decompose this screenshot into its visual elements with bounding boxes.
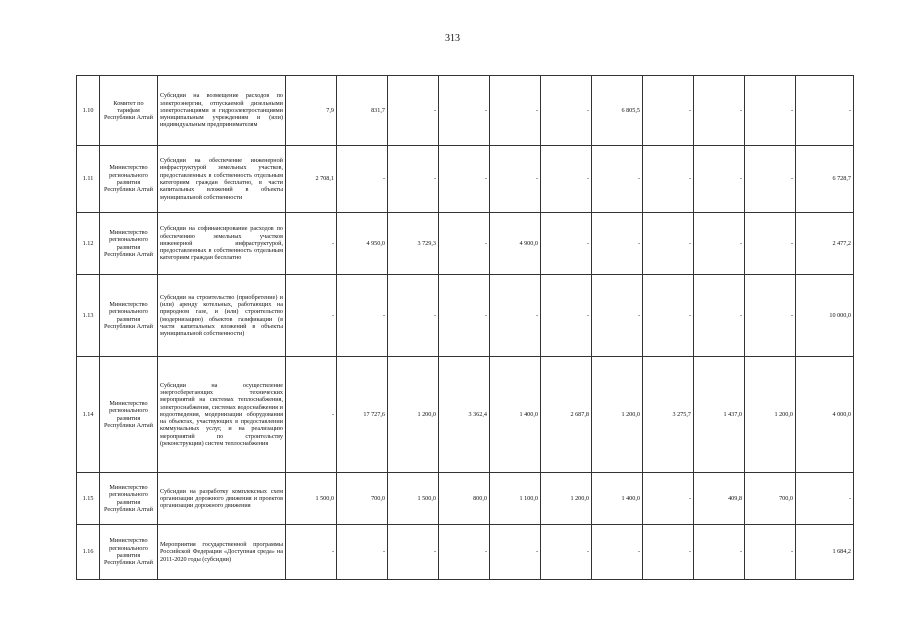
- value-cell: 2 708,1: [286, 146, 337, 213]
- value-cell: -: [286, 275, 337, 357]
- row-description: Мероприятия государственной программы Российской Федерации «Доступная среда» на 2011-2020 годы (субсидии): [158, 525, 286, 580]
- table-row: [77, 275, 854, 357]
- table-row: [77, 525, 854, 580]
- row-index: 1.14: [77, 357, 100, 473]
- value-cell: -: [745, 525, 796, 580]
- value-cell: 1 684,2: [796, 525, 854, 580]
- value-cell: -: [337, 275, 388, 357]
- value-cell: -: [541, 275, 592, 357]
- value-cell: 17 727,6: [337, 357, 388, 473]
- value-cell: -: [643, 275, 694, 357]
- value-cell: 4 950,0: [337, 213, 388, 275]
- value-cell: 1 500,0: [388, 473, 439, 525]
- row-organization: Министерство регионального развития Республики Алтай: [100, 473, 158, 525]
- value-cell: 409,8: [694, 473, 745, 525]
- value-cell: -: [286, 357, 337, 473]
- row-description: Субсидии на разработку комплексных схем организации дорожного движения и проектов организации дорожного движения: [158, 473, 286, 525]
- value-cell: -: [439, 76, 490, 146]
- value-cell: -: [286, 213, 337, 275]
- value-cell: -: [694, 525, 745, 580]
- value-cell: -: [694, 146, 745, 213]
- value-cell: -: [439, 213, 490, 275]
- value-cell: 10 000,0: [796, 275, 854, 357]
- value-cell: -: [643, 525, 694, 580]
- table-row: [77, 76, 854, 146]
- value-cell: -: [541, 146, 592, 213]
- row-organization: Комитет по тарифам Республики Алтай: [100, 76, 158, 146]
- value-cell: 1 200,0: [541, 473, 592, 525]
- value-cell: -: [643, 146, 694, 213]
- value-cell: 1 400,0: [592, 473, 643, 525]
- value-cell: -: [694, 76, 745, 146]
- row-organization: Министерство регионального развития Республики Алтай: [100, 146, 158, 213]
- row-index: 1.10: [77, 76, 100, 146]
- value-cell: 1 200,0: [388, 357, 439, 473]
- value-cell: -: [490, 146, 541, 213]
- value-cell: -: [490, 525, 541, 580]
- table-row: [77, 473, 854, 525]
- value-cell: -: [694, 213, 745, 275]
- value-cell: -: [388, 146, 439, 213]
- row-description: Субсидии на строительство (приобретение) и (или) аренду котельных, работающих на природном газе, и (или) строительство (модернизацию) объектов газификации (в части капитальных вложений в объекты муниципальной собственности): [158, 275, 286, 357]
- table-row: [77, 213, 854, 275]
- value-cell: -: [745, 275, 796, 357]
- row-organization: Министерство регионального развития Республики Алтай: [100, 357, 158, 473]
- table-row: [77, 357, 854, 473]
- subsidy-table: [76, 75, 854, 580]
- value-cell: -: [745, 146, 796, 213]
- value-cell: -: [337, 525, 388, 580]
- page-number: 313: [445, 33, 460, 44]
- value-cell: -: [745, 213, 796, 275]
- value-cell: 7,9: [286, 76, 337, 146]
- value-cell: 4 000,0: [796, 357, 854, 473]
- row-description: Субсидии на осуществление энергосберегающих технических мероприятий на системах теплоснабжения, электроснабжения, системах водоснабжения и водоотведения, модернизации оборудования на объектах, участвующих в предоставлении коммунальных услуг, и на реализацию мероприятий по строительству (реконструкции) систем теплоснабжения: [158, 357, 286, 473]
- value-cell: 1 400,0: [490, 357, 541, 473]
- row-organization: Министерство регионального развития Республики Алтай: [100, 213, 158, 275]
- value-cell: -: [388, 525, 439, 580]
- value-cell: 6 805,5: [592, 76, 643, 146]
- value-cell: 4 900,0: [490, 213, 541, 275]
- value-cell: 700,0: [337, 473, 388, 525]
- row-organization: Министерство регионального развития Республики Алтай: [100, 525, 158, 580]
- value-cell: -: [643, 76, 694, 146]
- value-cell: 700,0: [745, 473, 796, 525]
- value-cell: 3 275,7: [643, 357, 694, 473]
- value-cell: -: [337, 146, 388, 213]
- row-index: 1.16: [77, 525, 100, 580]
- value-cell: -: [592, 525, 643, 580]
- value-cell: 1 500,0: [286, 473, 337, 525]
- row-description: Субсидии на возмещение расходов по электроэнергии, отпускаемой дизельными электростанциями и гидроэлектростанциями муниципальным учреждениям и (или) индивидуальным предпринимателям: [158, 76, 286, 146]
- row-description: Субсидии на софинансирование расходов по обеспечению земельных участков инженерной инфраструктурой, предоставленных в собственность отдельным категориям граждан бесплатно: [158, 213, 286, 275]
- value-cell: 1 437,0: [694, 357, 745, 473]
- value-cell: -: [745, 76, 796, 146]
- value-cell: 2 477,2: [796, 213, 854, 275]
- value-cell: 1 200,0: [592, 357, 643, 473]
- value-cell: -: [694, 275, 745, 357]
- value-cell: -: [439, 275, 490, 357]
- value-cell: -: [796, 76, 854, 146]
- value-cell: -: [796, 473, 854, 525]
- row-index: 1.12: [77, 213, 100, 275]
- table-body: [77, 76, 854, 580]
- table-row: [77, 146, 854, 213]
- value-cell: 3 362,4: [439, 357, 490, 473]
- value-cell: -: [490, 76, 541, 146]
- row-organization: Министерство регионального развития Республики Алтай: [100, 275, 158, 357]
- row-index: 1.13: [77, 275, 100, 357]
- value-cell: 3 729,3: [388, 213, 439, 275]
- row-description: Субсидии на обеспечение инженерной инфраструктурой земельных участков, предоставленных в собственность отдельным категориям граждан бесплатно, в части капитальных вложений в объекты муниципальной собственности: [158, 146, 286, 213]
- value-cell: 1 200,0: [745, 357, 796, 473]
- value-cell: 800,0: [439, 473, 490, 525]
- value-cell: 6 728,7: [796, 146, 854, 213]
- value-cell: 2 687,8: [541, 357, 592, 473]
- value-cell: -: [439, 146, 490, 213]
- value-cell: -: [541, 76, 592, 146]
- row-index: 1.11: [77, 146, 100, 213]
- row-index: 1.15: [77, 473, 100, 525]
- value-cell: -: [286, 525, 337, 580]
- value-cell: -: [592, 275, 643, 357]
- value-cell: -: [541, 213, 592, 275]
- value-cell: -: [643, 213, 694, 275]
- value-cell: -: [592, 213, 643, 275]
- value-cell: 831,7: [337, 76, 388, 146]
- value-cell: -: [439, 525, 490, 580]
- value-cell: -: [592, 146, 643, 213]
- value-cell: -: [541, 525, 592, 580]
- value-cell: -: [643, 473, 694, 525]
- value-cell: 1 100,0: [490, 473, 541, 525]
- value-cell: -: [490, 275, 541, 357]
- value-cell: -: [388, 275, 439, 357]
- value-cell: -: [388, 76, 439, 146]
